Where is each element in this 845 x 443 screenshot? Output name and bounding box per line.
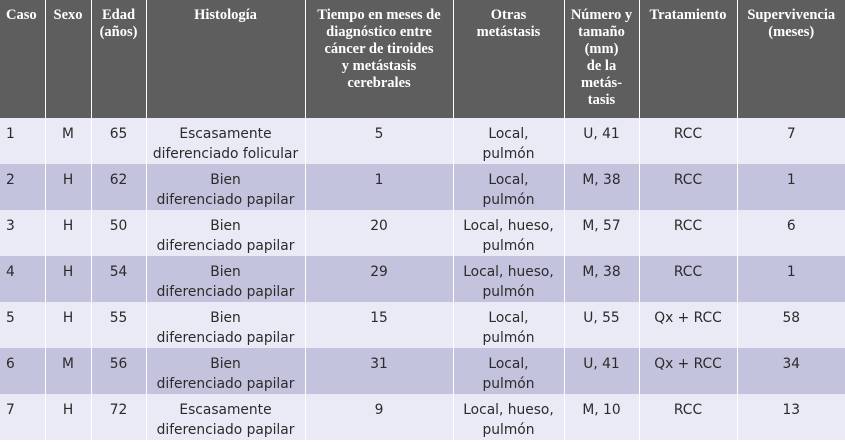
cell-tiempo: 9 — [305, 394, 453, 440]
cell-histologia: Bien diferenciado papilar — [146, 164, 305, 210]
cell-numero-tamano: U, 41 — [564, 348, 639, 394]
cell-edad: 72 — [91, 394, 146, 440]
cell-numero-tamano: M, 10 — [564, 394, 639, 440]
cell-tratamiento: Qx + RCC — [639, 348, 737, 394]
table-row — [0, 256, 845, 302]
cell-caso: 6 — [0, 348, 45, 394]
cell-numero-tamano: M, 38 — [564, 256, 639, 302]
cell-supervivencia: 1 — [737, 256, 845, 302]
cell-tratamiento: RCC — [639, 394, 737, 440]
cell-caso: 2 — [0, 164, 45, 210]
cell-edad: 62 — [91, 164, 146, 210]
cell-tratamiento: RCC — [639, 210, 737, 256]
table-row — [0, 118, 845, 164]
cell-otras-metastasis: Local, hueso, pulmón — [453, 256, 564, 302]
header-numero-tamano: Número y tamaño (mm) de la metás- tasis — [564, 0, 639, 118]
cell-tiempo: 31 — [305, 348, 453, 394]
cell-tiempo: 5 — [305, 118, 453, 164]
cell-sexo: H — [45, 164, 91, 210]
cell-histologia: Bien diferenciado papilar — [146, 210, 305, 256]
cell-edad: 54 — [91, 256, 146, 302]
header-tratamiento: Tratamiento — [639, 0, 737, 118]
header-caso: Caso — [0, 0, 45, 118]
cell-otras-metastasis: Local, pulmón — [453, 118, 564, 164]
cell-otras-metastasis: Local, hueso, pulmón — [453, 394, 564, 440]
table-row — [0, 210, 845, 256]
cell-supervivencia: 7 — [737, 118, 845, 164]
table-row — [0, 302, 845, 348]
header-histologia: Histología — [146, 0, 305, 118]
cell-histologia: Bien diferenciado papilar — [146, 348, 305, 394]
cell-caso: 7 — [0, 394, 45, 440]
cell-histologia: Escasamente diferenciado folicular — [146, 118, 305, 164]
cell-supervivencia: 1 — [737, 164, 845, 210]
cell-tiempo: 15 — [305, 302, 453, 348]
cell-sexo: H — [45, 302, 91, 348]
cell-tratamiento: RCC — [639, 164, 737, 210]
cell-supervivencia: 34 — [737, 348, 845, 394]
cell-histologia: Escasamente diferenciado papilar — [146, 394, 305, 440]
cell-sexo: M — [45, 118, 91, 164]
table-row — [0, 164, 845, 210]
cell-otras-metastasis: Local, pulmón — [453, 164, 564, 210]
cell-tiempo: 1 — [305, 164, 453, 210]
cell-caso: 4 — [0, 256, 45, 302]
cell-supervivencia: 6 — [737, 210, 845, 256]
cell-tiempo: 29 — [305, 256, 453, 302]
cell-numero-tamano: U, 41 — [564, 118, 639, 164]
cell-otras-metastasis: Local, pulmón — [453, 302, 564, 348]
cell-histologia: Bien diferenciado papilar — [146, 302, 305, 348]
cell-numero-tamano: M, 57 — [564, 210, 639, 256]
cell-supervivencia: 58 — [737, 302, 845, 348]
table-header-row — [0, 0, 845, 118]
table-row — [0, 394, 845, 440]
cell-histologia: Bien diferenciado papilar — [146, 256, 305, 302]
cell-sexo: H — [45, 256, 91, 302]
cell-sexo: H — [45, 394, 91, 440]
cell-tratamiento: RCC — [639, 118, 737, 164]
cell-tratamiento: RCC — [639, 256, 737, 302]
table-body — [0, 118, 845, 440]
cell-tiempo: 20 — [305, 210, 453, 256]
cell-sexo: M — [45, 348, 91, 394]
header-sexo: Sexo — [45, 0, 91, 118]
cell-edad: 55 — [91, 302, 146, 348]
cell-edad: 65 — [91, 118, 146, 164]
header-otras-metastasis: Otras metástasis — [453, 0, 564, 118]
table-row — [0, 348, 845, 394]
cell-sexo: H — [45, 210, 91, 256]
cell-supervivencia: 13 — [737, 394, 845, 440]
cell-numero-tamano: M, 38 — [564, 164, 639, 210]
cell-edad: 56 — [91, 348, 146, 394]
cell-edad: 50 — [91, 210, 146, 256]
header-edad: Edad (años) — [91, 0, 146, 118]
cell-tratamiento: Qx + RCC — [639, 302, 737, 348]
cell-otras-metastasis: Local, pulmón — [453, 348, 564, 394]
cell-otras-metastasis: Local, hueso, pulmón — [453, 210, 564, 256]
header-supervivencia: Supervivencia (meses) — [737, 0, 845, 118]
header-tiempo: Tiempo en meses de diagnóstico entre cáncer de tiroides y metástasis cerebrales — [305, 0, 453, 118]
cell-caso: 3 — [0, 210, 45, 256]
cell-caso: 1 — [0, 118, 45, 164]
cell-caso: 5 — [0, 302, 45, 348]
cell-numero-tamano: U, 55 — [564, 302, 639, 348]
